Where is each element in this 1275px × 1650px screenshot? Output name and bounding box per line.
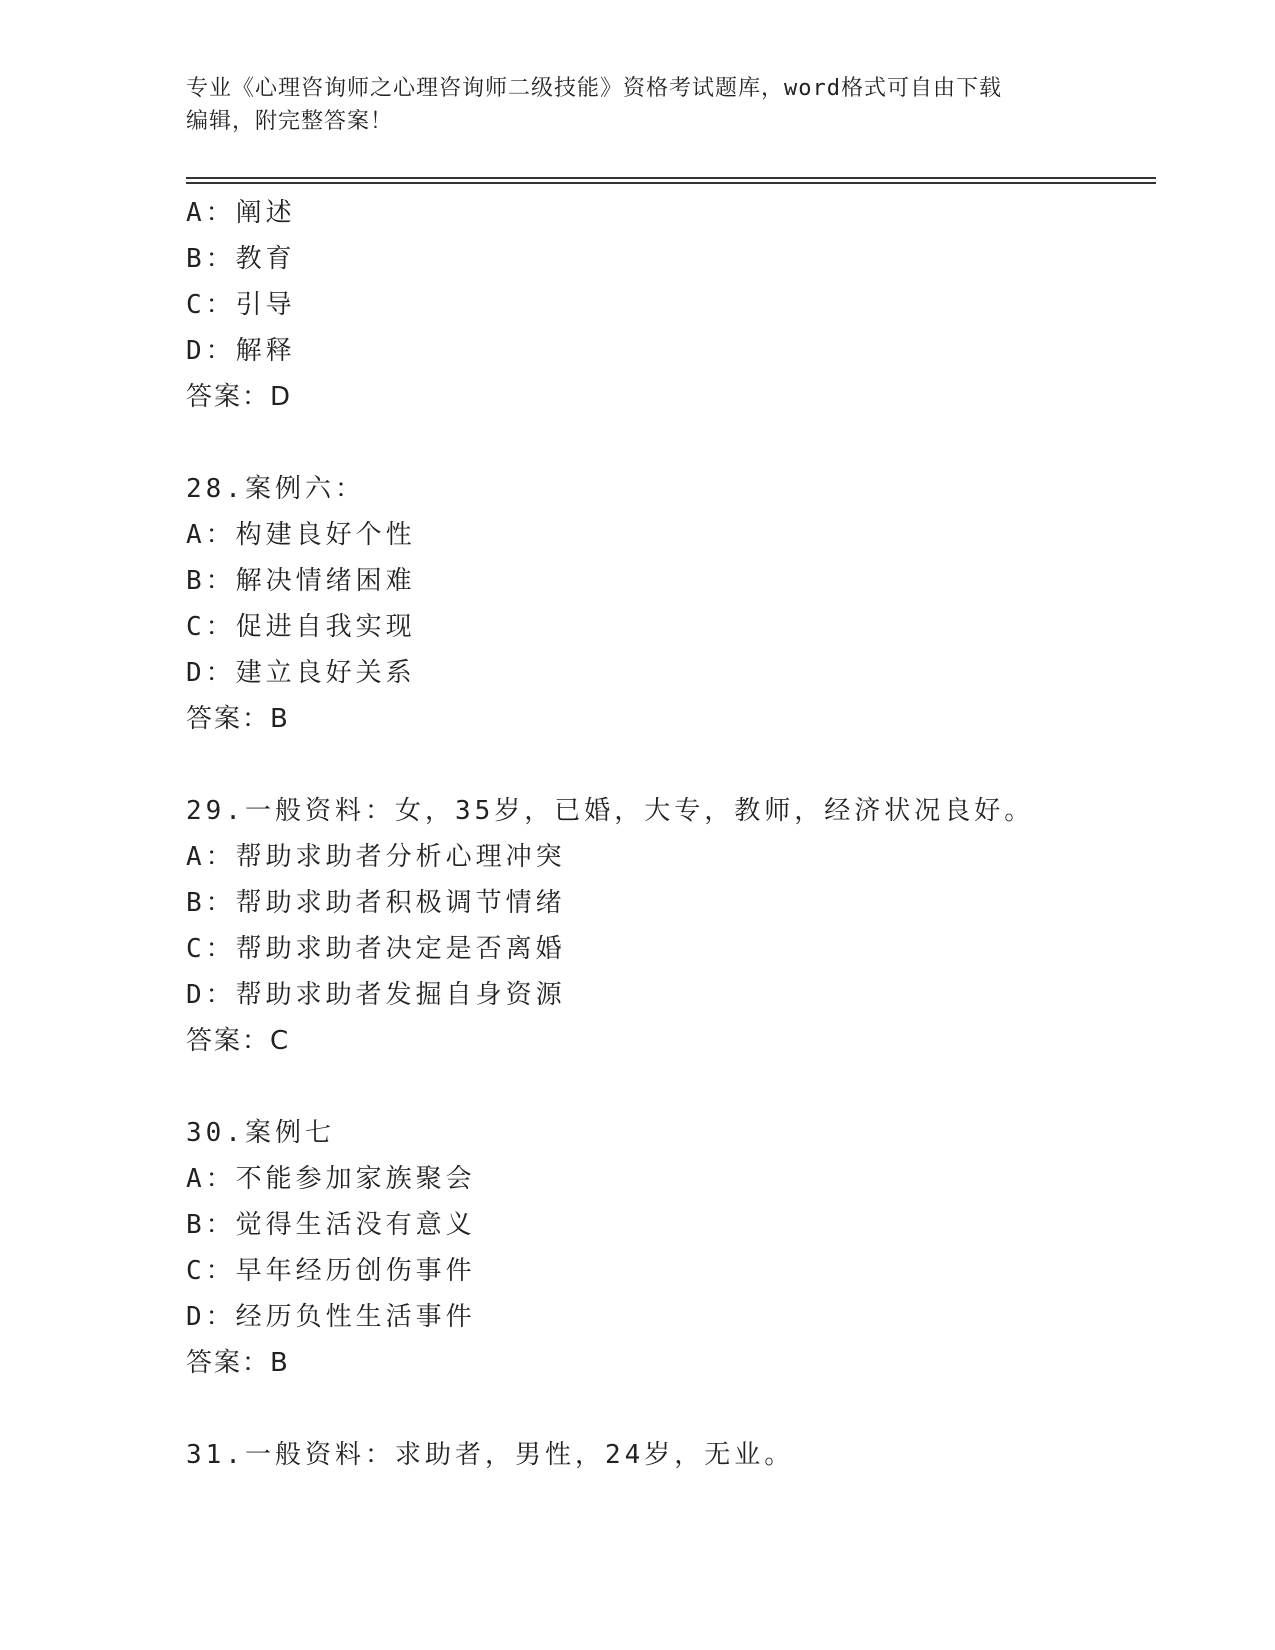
header-divider-bottom — [186, 182, 1156, 184]
answer-line: 答案：B — [186, 1348, 290, 1378]
option-b: B：帮助求助者积极调节情绪 — [186, 888, 566, 918]
option-b: B：解决情绪困难 — [186, 566, 416, 596]
question-title: 31.一般资料：求助者，男性，24岁，无业。 — [186, 1440, 795, 1470]
question-27-continued — [186, 190, 1156, 420]
spacer — [186, 742, 1156, 788]
option-c: C：促进自我实现 — [186, 612, 416, 642]
question-28 — [186, 466, 1156, 742]
header-line-1: 专业《心理咨询师之心理咨询师二级技能》资格考试题库，word格式可自由下载 — [186, 76, 1002, 101]
option-c: C：早年经历创伤事件 — [186, 1256, 476, 1286]
header-line-2: 编辑，附完整答案！ — [186, 109, 394, 134]
spacer — [186, 1064, 1156, 1110]
question-title: 28.案例六： — [186, 474, 365, 504]
option-a: A：不能参加家族聚会 — [186, 1164, 476, 1194]
document-header — [186, 72, 1086, 138]
option-b: B：教育 — [186, 244, 296, 274]
option-d: D：经历负性生活事件 — [186, 1302, 476, 1332]
question-31 — [186, 1432, 1156, 1478]
header-divider-top — [186, 177, 1156, 179]
answer-line: 答案：D — [186, 382, 293, 412]
spacer — [186, 420, 1156, 466]
question-title: 30.案例七 — [186, 1118, 335, 1148]
option-b: B：觉得生活没有意义 — [186, 1210, 476, 1240]
spacer — [186, 1386, 1156, 1432]
option-a: A：阐述 — [186, 198, 296, 228]
option-a: A：构建良好个性 — [186, 520, 416, 550]
option-d: D：建立良好关系 — [186, 658, 416, 688]
question-30 — [186, 1110, 1156, 1386]
question-title: 29.一般资料：女，35岁，已婚，大专，教师，经济状况良好。 — [186, 796, 1035, 826]
question-29 — [186, 788, 1156, 1064]
option-a: A：帮助求助者分析心理冲突 — [186, 842, 566, 872]
option-d: D：解释 — [186, 336, 296, 366]
option-d: D：帮助求助者发掘自身资源 — [186, 980, 566, 1010]
option-c: C：帮助求助者决定是否离婚 — [186, 934, 566, 964]
answer-line: 答案：B — [186, 704, 290, 734]
question-list — [186, 190, 1156, 1478]
answer-line: 答案：C — [186, 1026, 291, 1056]
option-c: C：引导 — [186, 290, 296, 320]
